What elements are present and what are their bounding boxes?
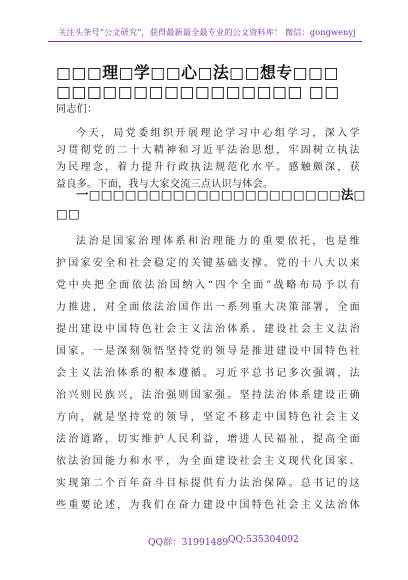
body-line: 法治是国家治理体系和治理能力的重要依托，也是维 [76, 236, 360, 247]
footer-qq-group: QQ群：31991489 [148, 537, 229, 548]
body-line: 法治道路，切实维护人民利益，增进人民福祉，提高全面 [56, 434, 360, 445]
body-line: 方向，就是坚持党的领导，坚定不移走中国特色社会主义 [56, 412, 360, 423]
document-title-line-1: □□□理□学□□心□法□□想专□□□ [56, 63, 339, 82]
section-heading-line-2: □□ [56, 206, 81, 221]
intro-line: 为民理念，着力提升行政执法规范化水平。感触颇深，获 [56, 162, 360, 173]
body-line: 国家。一是深刻领悟坚持党的领导是推进建设中国特色社 [56, 346, 360, 357]
document-title-line-2: □□□□□□□□□□□□□□□□ □□ [56, 82, 340, 101]
greeting: 同志们： [56, 104, 98, 115]
intro-line: 益良多。下面，我与大家交流三点认识与体会。 [56, 179, 274, 190]
body-line: 党中央把全面依法治国纳入“四个全面”战略布局予以有 [56, 280, 360, 291]
header-divider [48, 41, 362, 42]
footer-qq: QQ:535304092 [228, 534, 299, 545]
body-line: 护国家安全和社会稳定的关键基础支撑。党的十八大以来 [56, 258, 360, 269]
body-line: 依法治国能力和水平，为全面建设社会主义现代化国家、 [56, 456, 360, 467]
intro-line: 今天，局党委组织开展理论学习中心组学习，深入学 [76, 128, 360, 139]
section-heading-line-1: 一□□□□□□□□□□□□□□□□□□□□□法□ [76, 187, 366, 202]
body-line: 实现第二个百年奋斗目标提供有力法治保障。总书记的这 [56, 478, 360, 489]
body-line: 治兴则民族兴，法治强则国家强。坚持法治体系建设正确 [56, 390, 360, 401]
header-banner: 关注头条号“公文研究”，获得最新最全最专业的公文资料库！ 微信：gongwenyj [58, 27, 356, 37]
body-line: 会主义法治体系的根本遵循。习近平总书记多次强调，法 [56, 368, 360, 379]
body-line: 提出建设中国特色社会主义法治体系、建设社会主义法治 [56, 324, 360, 335]
intro-line: 习贯彻党的二十大精神和习近平法治思想，牢固树立执法 [56, 145, 360, 156]
body-line: 些重要论述，为我们在奋力建设中国特色社会主义法治体 [56, 500, 360, 511]
body-line: 力推进，对全面依法治国作出一系列重大决策部署，全面 [56, 302, 360, 313]
